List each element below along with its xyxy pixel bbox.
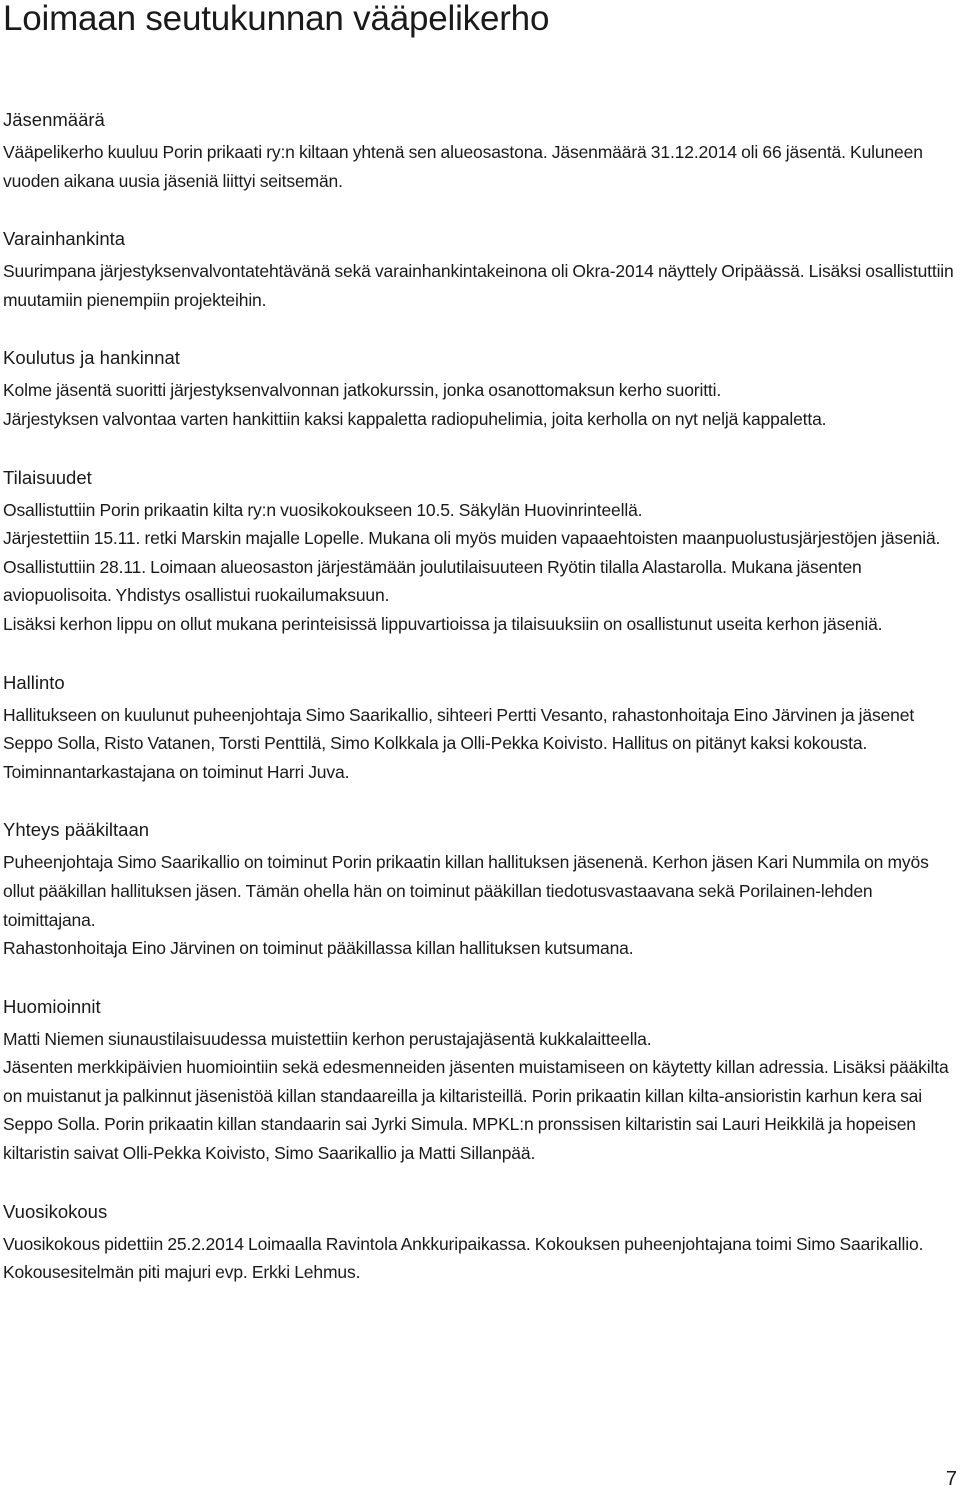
document-body xyxy=(3,105,957,1316)
section xyxy=(3,992,957,1168)
section xyxy=(3,463,957,639)
page-number: 7 xyxy=(945,1468,957,1490)
paragraph: Suurimpana järjestyksenvalvontatehtävänä sekä varainhankintakeinona oli Okra-2014 näyttely Oripäässä. Lisäksi osallistuttiin muutamiin pienempiin projekteihin. xyxy=(3,261,954,310)
paragraph: Vääpelikerho kuuluu Porin prikaati ry:n kiltaan yhtenä sen alueosastona. Jäsenmäärä 31.12.2014 oli 66 jäsentä. Kuluneen vuoden aikana uusia jäseniä liittyi seitsemän. xyxy=(3,142,923,191)
section-heading: Koulutus ja hankinnat xyxy=(3,347,180,369)
paragraph: Järjestettiin 15.11. retki Marskin majalle Lopelle. Mukana oli myös muiden vapaaehtoisten maanpuolustusjärjestöjen jäseniä. xyxy=(3,528,941,549)
section xyxy=(3,224,957,314)
page-title: Loimaan seutukunnan vääpelikerho xyxy=(3,0,550,38)
section-heading: Hallinto xyxy=(3,671,65,693)
section-heading: Jäsenmäärä xyxy=(3,109,105,130)
section xyxy=(3,668,957,787)
paragraph: Puheenjohtaja Simo Saarikallio on toiminut Porin prikaatin killan hallituksen jäsenenä. Kerhon jäsen Kari Nummila on myös ollut pääkillan hallituksen jäsen. Tämän ohella hän on toiminut pääkillan tiedotusvastaavana sekä Porilainen-lehden toimittajana. xyxy=(3,852,929,930)
paragraph: Kolme jäsentä suoritti järjestyksenvalvonnan jatkokurssin, jonka osanottomaksun kerho suoritti. xyxy=(3,380,722,401)
paragraph: Hallitukseen on kuulunut puheenjohtaja Simo Saarikallio, sihteeri Pertti Vesanto, rahastonhoitaja Eino Järvinen ja jäsenet Seppo Solla, Risto Vatanen, Torsti Penttilä, Simo Kolkkala ja Olli-Pekka Koivisto. Hallitus on pitänyt kaksi kokousta. Toiminnantarkastajana on toiminut Harri Juva. xyxy=(3,704,915,782)
section xyxy=(3,1197,957,1287)
section-heading: Vuosikokous xyxy=(3,1200,108,1222)
paragraph: Järjestyksen valvontaa varten hankittiin kaksi kappaletta radiopuhelimia, joita kerholla on nyt neljä kappaletta. xyxy=(3,408,827,429)
section-heading: Huomioinnit xyxy=(3,995,101,1017)
section-heading: Tilaisuudet xyxy=(3,466,92,488)
section xyxy=(3,343,957,433)
section xyxy=(3,815,957,962)
section-heading: Yhteys pääkiltaan xyxy=(3,819,150,841)
paragraph: Lisäksi kerhon lippu on ollut mukana perinteisissä lippuvartioissa ja tilaisuuksiin on osallistunut useita kerhon jäseniä. xyxy=(3,613,883,634)
paragraph: Matti Niemen siunaustilaisuudessa muistettiin kerhon perustajajäsentä kukkalaitteella. xyxy=(3,1028,652,1049)
paragraph: Osallistuttiin Porin prikaatin kilta ry:n vuosikokoukseen 10.5. Säkylän Huovinrinteellä. xyxy=(3,499,643,520)
section xyxy=(3,105,957,195)
section-heading: Varainhankinta xyxy=(3,228,126,250)
paragraph: Rahastonhoitaja Eino Järvinen on toiminut pääkillassa killan hallituksen kutsumana. xyxy=(3,938,634,959)
paragraph: Osallistuttiin 28.11. Loimaan alueosaston järjestämään joulutilaisuuteen Ryötin tilalla Alastarolla. Mukana jäsenten aviopuolisoita. Yhdistys osallistui ruokailumaksuun. xyxy=(3,556,862,606)
paragraph: Jäsenten merkkipäivien huomiointiin sekä edesmenneiden jäsenten muistamiseen on käytetty killan adressia. Lisäksi pääkilta on muistanut ja palkinnut jäsenistöä killan standaareilla ja kiltaristeillä. Porin prikaatin killan kilta-ansioristin karhun kera sai Seppo Solla. Porin prikaatin killan standaarin sai Jyrki Simula. MPKL:n pronssisen kiltaristin sai Lauri Heikkilä ja hopeisen kiltaristin saivat Olli-Pekka Koivisto, Simo Saarikallio ja Matti Sillanpää. xyxy=(3,1057,949,1164)
paragraph: Vuosikokous pidettiin 25.2.2014 Loimaalla Ravintola Ankkuripaikassa. Kokouksen puheenjohtajana toimi Simo Saarikallio. Kokousesitelmän piti majuri evp. Erkki Lehmus. xyxy=(3,1233,924,1283)
